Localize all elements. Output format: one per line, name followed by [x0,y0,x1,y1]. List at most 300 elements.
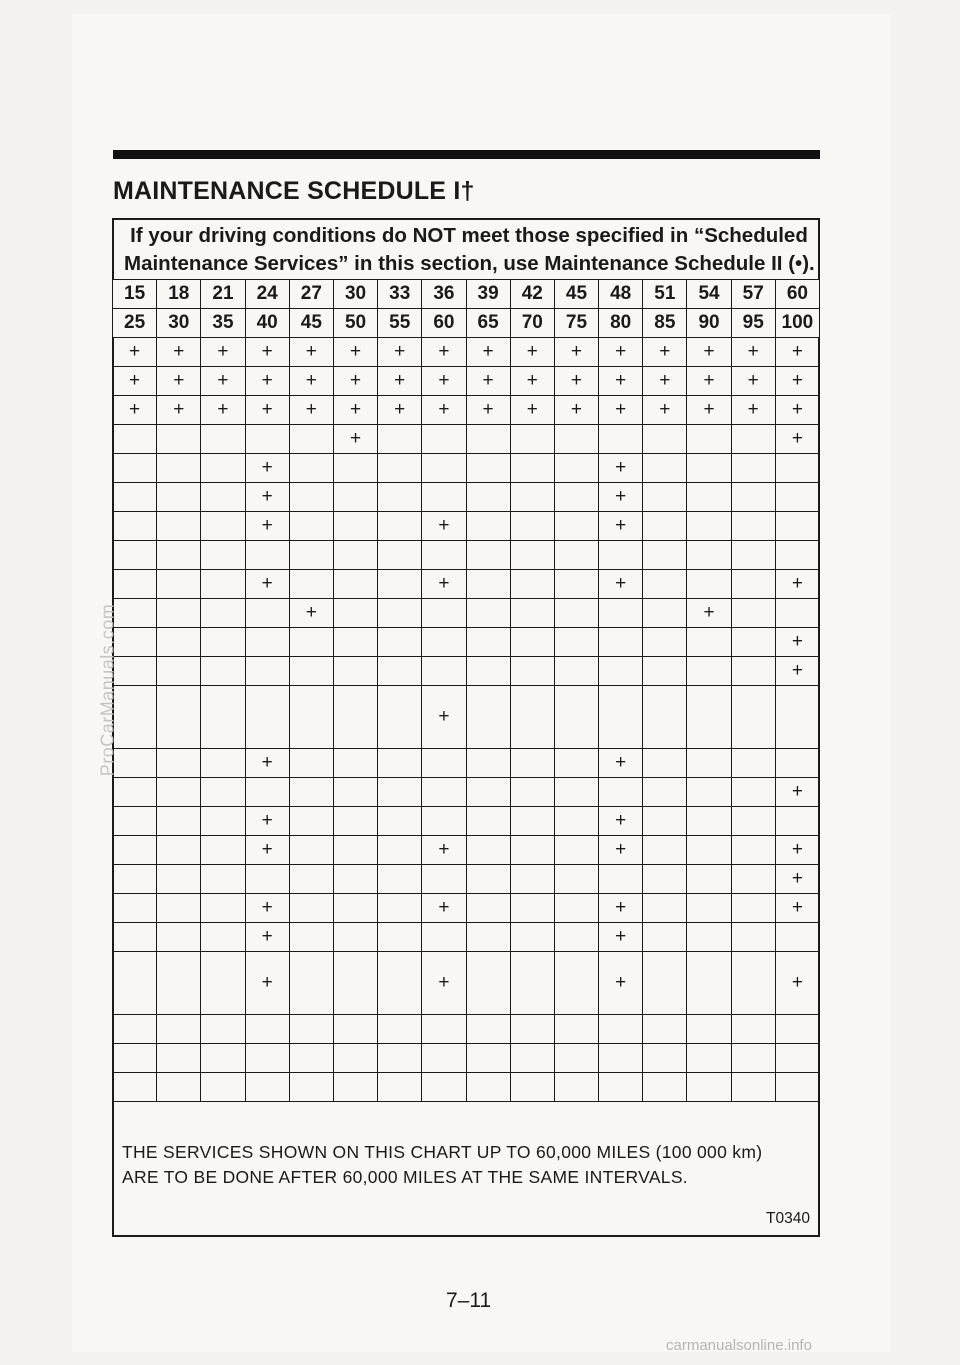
service-row [113,686,820,749]
interval-cell [245,512,289,541]
interval-cell [422,512,466,541]
interval-cell [466,686,510,749]
interval-cell [157,1073,201,1102]
bottom-watermark: carmanualsonline.info [666,1337,812,1354]
km-header-cell: 75 [554,309,598,338]
interval-cell [775,865,819,894]
interval-cell [113,512,157,541]
interval-cell [201,778,245,807]
service-mark: + [526,341,538,362]
interval-cell [554,807,598,836]
service-mark: + [482,399,494,420]
interval-cell [775,952,819,1015]
interval-cell [333,570,377,599]
interval-cell [554,338,598,367]
interval-cell [289,807,333,836]
service-mark: + [482,341,494,362]
interval-cell [643,367,687,396]
interval-cell [201,628,245,657]
interval-cell [245,396,289,425]
interval-cell [554,778,598,807]
interval-cell [510,454,554,483]
interval-cell [378,425,422,454]
interval-cell [510,338,554,367]
service-mark: + [615,515,627,536]
service-mark: + [747,370,759,391]
footnote-line: ARE TO BE DONE AFTER 60,000 MILES AT THE SAME INTERVALS. [122,1167,688,1187]
interval-cell [510,628,554,657]
interval-cell [731,807,775,836]
interval-cell [775,778,819,807]
interval-cell [775,1073,819,1102]
interval-cell [289,749,333,778]
interval-cell [643,749,687,778]
interval-cell [378,512,422,541]
interval-cell [731,454,775,483]
service-mark: + [747,399,759,420]
interval-cell [245,1073,289,1102]
service-mark: + [261,897,273,918]
interval-cell [289,1073,333,1102]
interval-cell [643,1044,687,1073]
service-mark: + [703,341,715,362]
interval-cell [333,686,377,749]
interval-cell [289,865,333,894]
interval-cell [157,657,201,686]
miles-header-cell: 15 [113,280,157,309]
interval-cell [466,541,510,570]
km-header-cell: 50 [333,309,377,338]
service-mark: + [394,370,406,391]
interval-cell [245,657,289,686]
footnote-line: THE SERVICES SHOWN ON THIS CHART UP TO 60,000 MILES (100 000 km) [122,1142,763,1162]
interval-cell [643,952,687,1015]
interval-cell [289,778,333,807]
interval-cell [333,454,377,483]
section-rule [113,150,820,159]
maintenance-schedule-table [112,279,820,1102]
interval-cell [687,570,731,599]
interval-cell [643,425,687,454]
interval-cell [599,952,643,1015]
interval-cell [245,454,289,483]
interval-cell [687,1044,731,1073]
service-mark: + [791,781,803,802]
interval-cell [599,570,643,599]
interval-cell [687,1073,731,1102]
interval-cell [687,686,731,749]
interval-cell [245,1015,289,1044]
interval-cell [289,541,333,570]
interval-cell [731,923,775,952]
interval-cell [378,396,422,425]
interval-cell [599,454,643,483]
interval-cell [422,454,466,483]
service-row [113,512,820,541]
service-row [113,1073,820,1102]
interval-cell [599,836,643,865]
interval-cell [466,599,510,628]
service-mark: + [394,399,406,420]
service-mark: + [615,399,627,420]
interval-cell [245,749,289,778]
interval-cell [775,367,819,396]
interval-cell [157,483,201,512]
service-mark: + [261,486,273,507]
interval-cell [510,512,554,541]
interval-cell [599,367,643,396]
km-header-cell: 100 [775,309,819,338]
service-mark: + [570,399,583,420]
service-mark: + [791,631,803,652]
interval-cell [510,367,554,396]
interval-cell [643,483,687,512]
interval-cell [113,1044,157,1073]
interval-cell [245,836,289,865]
interval-cell [245,686,289,749]
interval-cell [113,599,157,628]
interval-cell [157,923,201,952]
service-mark: + [615,341,627,362]
service-mark: + [129,370,141,391]
interval-cell [466,657,510,686]
interval-cell [731,599,775,628]
interval-cell [157,894,201,923]
interval-cell [289,338,333,367]
interval-cell [775,541,819,570]
interval-cell [466,483,510,512]
interval-cell [775,628,819,657]
interval-cell [643,1015,687,1044]
interval-cell [157,952,201,1015]
service-mark: + [791,839,803,860]
interval-cell [599,1073,643,1102]
interval-cell [510,749,554,778]
interval-cell [466,570,510,599]
interval-cell [113,425,157,454]
km-header-cell: 40 [245,309,289,338]
interval-cell [731,1073,775,1102]
interval-cell [245,628,289,657]
interval-cell [422,657,466,686]
service-mark: + [438,370,450,391]
interval-cell [687,894,731,923]
interval-cell [775,1044,819,1073]
interval-cell [157,807,201,836]
service-mark: + [438,399,450,420]
interval-cell [333,807,377,836]
interval-cell [113,396,157,425]
miles-header-row [113,280,820,309]
interval-cell [466,923,510,952]
service-mark: + [703,370,715,391]
interval-cell [554,570,598,599]
miles-header-cell: 48 [599,280,643,309]
interval-cell [510,570,554,599]
interval-cell [113,865,157,894]
interval-cell [113,749,157,778]
interval-cell [554,686,598,749]
interval-cell [201,923,245,952]
interval-cell [157,1044,201,1073]
interval-cell [422,483,466,512]
service-mark: + [261,399,273,420]
interval-cell [113,541,157,570]
interval-cell [201,367,245,396]
service-mark: + [570,341,583,362]
interval-cell [510,425,554,454]
interval-cell [333,1015,377,1044]
interval-cell [201,657,245,686]
interval-cell [510,778,554,807]
service-mark: + [791,341,803,362]
interval-cell [422,778,466,807]
interval-cell [775,807,819,836]
interval-cell [510,657,554,686]
interval-cell [687,425,731,454]
interval-cell [422,628,466,657]
interval-cell [113,894,157,923]
interval-cell [157,865,201,894]
interval-cell [378,952,422,1015]
interval-cell [289,657,333,686]
interval-cell [333,657,377,686]
interval-cell [554,599,598,628]
interval-cell [599,807,643,836]
interval-cell [554,894,598,923]
interval-cell [554,1044,598,1073]
service-row [113,807,820,836]
service-mark: + [659,341,671,362]
interval-cell [599,1015,643,1044]
interval-cell [643,778,687,807]
interval-cell [775,570,819,599]
interval-cell [643,628,687,657]
interval-cell [510,836,554,865]
service-mark: + [438,341,450,362]
interval-cell [731,686,775,749]
service-row [113,749,820,778]
service-mark: + [217,399,229,420]
interval-cell [245,778,289,807]
interval-cell [687,1015,731,1044]
interval-cell [643,396,687,425]
interval-cell [422,599,466,628]
interval-cell [245,807,289,836]
service-row [113,454,820,483]
service-row [113,865,820,894]
service-mark: + [482,370,494,391]
interval-cell [731,865,775,894]
interval-cell [643,512,687,541]
page-title: MAINTENANCE SCHEDULE I† [113,177,475,205]
schedule-footnote [122,1140,762,1190]
interval-cell [113,338,157,367]
interval-cell [289,628,333,657]
interval-cell [245,923,289,952]
interval-cell [245,570,289,599]
interval-cell [201,807,245,836]
interval-cell [775,425,819,454]
interval-cell [422,1073,466,1102]
interval-cell [687,541,731,570]
service-row [113,894,820,923]
service-mark: + [349,370,362,391]
interval-cell [201,599,245,628]
interval-cell [245,425,289,454]
interval-cell [378,541,422,570]
interval-cell [554,749,598,778]
interval-cell [333,836,377,865]
interval-cell [599,686,643,749]
interval-cell [554,865,598,894]
service-mark: + [791,660,803,681]
service-mark: + [173,370,185,391]
interval-cell [245,1044,289,1073]
interval-cell [687,454,731,483]
interval-cell [245,541,289,570]
service-mark: + [615,839,627,860]
service-mark: + [305,341,317,362]
km-header-cell: 95 [731,309,775,338]
km-header-cell: 70 [510,309,554,338]
interval-cell [731,512,775,541]
interval-cell [422,570,466,599]
km-header-cell: 35 [201,309,245,338]
interval-cell [554,628,598,657]
interval-cell [554,512,598,541]
interval-cell [643,338,687,367]
service-mark: + [217,370,229,391]
service-row [113,338,820,367]
service-mark: + [438,515,450,536]
interval-cell [466,628,510,657]
service-mark: + [438,972,450,993]
service-row [113,541,820,570]
interval-cell [289,367,333,396]
service-mark: + [261,752,273,773]
interval-cell [643,454,687,483]
interval-cell [687,923,731,952]
interval-cell [201,836,245,865]
interval-cell [113,778,157,807]
interval-cell [466,1044,510,1073]
interval-cell [687,367,731,396]
interval-cell [157,570,201,599]
interval-cell [378,570,422,599]
km-header-cell: 55 [378,309,422,338]
interval-cell [378,1073,422,1102]
interval-cell [289,952,333,1015]
interval-cell [201,749,245,778]
service-mark: + [349,428,362,449]
interval-cell [510,1073,554,1102]
service-mark: + [261,810,273,831]
intro-text [124,222,814,278]
interval-cell [201,570,245,599]
interval-cell [333,367,377,396]
interval-cell [466,807,510,836]
interval-cell [245,894,289,923]
interval-cell [775,396,819,425]
interval-cell [466,338,510,367]
service-mark: + [261,370,273,391]
interval-cell [731,952,775,1015]
service-row [113,836,820,865]
interval-cell [687,483,731,512]
interval-cell [731,425,775,454]
interval-cell [378,836,422,865]
service-mark: + [615,972,627,993]
service-mark: + [703,399,715,420]
miles-header-cell: 33 [378,280,422,309]
service-mark: + [438,839,450,860]
interval-cell [113,836,157,865]
interval-cell [422,338,466,367]
interval-cell [554,836,598,865]
interval-cell [333,338,377,367]
interval-cell [422,1044,466,1073]
interval-cell [599,894,643,923]
interval-cell [289,454,333,483]
km-header-cell: 65 [466,309,510,338]
interval-cell [289,512,333,541]
interval-cell [554,923,598,952]
interval-cell [422,865,466,894]
interval-cell [378,686,422,749]
interval-cell [333,541,377,570]
interval-cell [775,338,819,367]
miles-header-cell: 42 [510,280,554,309]
interval-cell [731,894,775,923]
interval-cell [731,657,775,686]
interval-cell [510,541,554,570]
interval-cell [643,686,687,749]
interval-cell [554,425,598,454]
service-mark: + [438,573,450,594]
interval-cell [289,894,333,923]
interval-cell [378,338,422,367]
interval-cell [554,952,598,1015]
interval-cell [731,628,775,657]
miles-header-cell: 51 [643,280,687,309]
interval-cell [510,923,554,952]
interval-cell [466,396,510,425]
interval-cell [731,1044,775,1073]
interval-cell [643,1073,687,1102]
km-header-cell: 25 [113,309,157,338]
interval-cell [510,483,554,512]
interval-cell [643,599,687,628]
interval-cell [599,778,643,807]
interval-cell [643,836,687,865]
interval-cell [510,952,554,1015]
service-mark: + [305,399,317,420]
interval-cell [378,923,422,952]
interval-cell [378,599,422,628]
interval-cell [422,686,466,749]
interval-cell [554,367,598,396]
service-mark: + [173,341,185,362]
interval-cell [378,454,422,483]
miles-header-cell: 30 [333,280,377,309]
service-mark: + [129,341,141,362]
interval-cell [157,338,201,367]
interval-cell [113,570,157,599]
service-row [113,570,820,599]
service-mark: + [615,457,627,478]
interval-cell [599,396,643,425]
